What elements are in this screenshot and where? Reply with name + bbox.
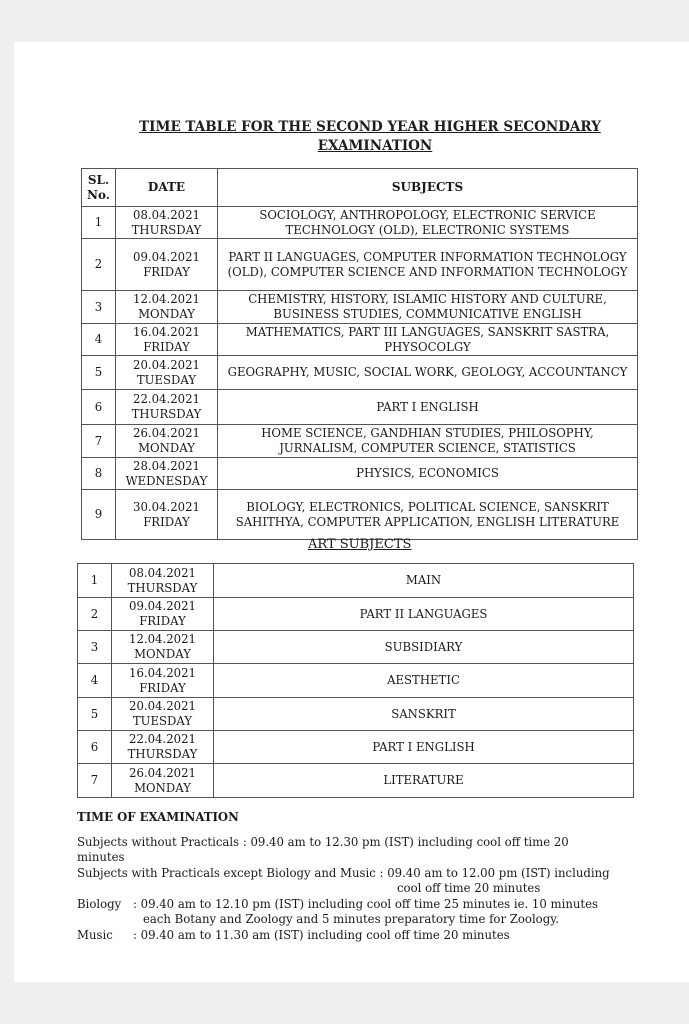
date-text: 16.04.2021 <box>129 665 196 680</box>
date-text: 08.04.2021 <box>133 207 200 222</box>
table-row <box>82 490 638 540</box>
sl-cell: 1 <box>82 207 116 239</box>
subjects-header: SUBJECTS <box>218 169 638 207</box>
date-header: DATE <box>116 169 218 207</box>
date-text: 12.04.2021 <box>133 292 200 306</box>
subjects-cell: SOCIOLOGY, ANTHROPOLOGY, ELECTRONIC SERVICE TECHNOLOGY (OLD), ELECTRONIC SYSTEMS <box>218 207 638 239</box>
subjects-cell: PART I ENGLISH <box>218 390 638 425</box>
date-cell <box>116 390 218 425</box>
day-text: MONDAY <box>134 780 191 795</box>
sl-cell: 4 <box>82 324 116 356</box>
title-line-1: TIME TABLE FOR THE SECOND YEAR HIGHER SECONDARY <box>139 119 601 135</box>
sl-cell: 7 <box>82 425 116 458</box>
date-text: 12.04.2021 <box>129 632 196 646</box>
date-cell <box>112 764 214 798</box>
subjects-cell: PHYSICS, ECONOMICS <box>218 458 638 490</box>
date-text: 28.04.2021 <box>133 458 200 473</box>
sl-cell: 7 <box>78 764 112 798</box>
day-text: WEDNESDAY <box>125 473 208 488</box>
table-row <box>78 698 634 731</box>
table-row <box>82 458 638 490</box>
day-text: FRIDAY <box>139 680 186 695</box>
main-timetable <box>81 168 638 540</box>
table-row <box>78 764 634 798</box>
subjects-cell: BIOLOGY, ELECTRONICS, POLITICAL SCIENCE, SANSKRIT SAHITHYA, COMPUTER APPLICATION, ENGLISH LITERATURE <box>218 490 638 540</box>
without-practicals-line: Subjects without Practicals : 09.40 am to 12.30 pm (IST) including cool off time 20 <box>77 834 569 849</box>
sl-cell: 3 <box>82 291 116 324</box>
subjects-cell: LITERATURE <box>214 764 634 798</box>
art-subjects-title: ART SUBJECTS <box>308 537 412 552</box>
date-cell <box>112 631 214 664</box>
biology-label: Biology <box>77 896 122 911</box>
date-cell <box>116 291 218 324</box>
music-line <box>77 928 637 944</box>
time-heading: TIME OF EXAMINATION <box>77 810 239 824</box>
sl-cell: 2 <box>82 239 116 291</box>
biology-line <box>77 897 637 913</box>
date-cell <box>116 239 218 291</box>
table-row <box>82 291 638 324</box>
time-of-examination <box>77 810 637 943</box>
subjects-cell: SANSKRIT <box>214 698 634 731</box>
table-row <box>82 390 638 425</box>
date-cell <box>116 458 218 490</box>
sl-cell: 8 <box>82 458 116 490</box>
subjects-cell: AESTHETIC <box>214 664 634 698</box>
day-text: THURSDAY <box>127 580 198 595</box>
date-cell <box>112 564 214 598</box>
day-text: FRIDAY <box>143 264 190 279</box>
date-text: 16.04.2021 <box>133 324 200 339</box>
date-cell <box>116 324 218 356</box>
subjects-cell: PART II LANGUAGES <box>214 598 634 631</box>
table-row <box>78 564 634 598</box>
subjects-cell: MATHEMATICS, PART III LANGUAGES, SANSKRIT SASTRA, PHYSOCOLGY <box>218 324 638 356</box>
table-row <box>78 664 634 698</box>
with-practicals-line-cont: cool off time 20 minutes <box>397 881 541 895</box>
day-text: THURSDAY <box>131 222 202 237</box>
date-cell <box>116 356 218 390</box>
title-line-2: EXAMINATION <box>317 138 433 154</box>
subjects-cell: HOME SCIENCE, GANDHIAN STUDIES, PHILOSOPHY, JURNALISM, COMPUTER SCIENCE, STATISTICS <box>218 425 638 458</box>
sl-cell: 5 <box>78 698 112 731</box>
subjects-cell: CHEMISTRY, HISTORY, ISLAMIC HISTORY AND CULTURE, BUSINESS STUDIES, COMMUNICATIVE ENGLISH <box>218 291 638 324</box>
date-cell <box>112 698 214 731</box>
table-row <box>82 324 638 356</box>
sl-cell: 1 <box>78 564 112 598</box>
table-row <box>82 239 638 291</box>
biology-line-cont: each Botany and Zoology and 5 minutes preparatory time for Zoology. <box>143 912 559 926</box>
art-timetable <box>77 563 634 798</box>
date-cell <box>112 731 214 764</box>
subjects-cell: MAIN <box>214 564 634 598</box>
sl-cell: 3 <box>78 631 112 664</box>
page-title <box>60 118 680 156</box>
day-text: MONDAY <box>138 441 195 455</box>
date-cell <box>116 425 218 458</box>
table-row <box>78 631 634 664</box>
sl-cell: 6 <box>82 390 116 425</box>
sl-cell: 6 <box>78 731 112 764</box>
subjects-cell: SUBSIDIARY <box>214 631 634 664</box>
sl-no-header <box>82 169 116 207</box>
sl-cell: 5 <box>82 356 116 390</box>
sl-cell: 9 <box>82 490 116 540</box>
biology-time: : 09.40 am to 12.10 pm (IST) including cool off time 25 minutes ie. 10 minutes <box>133 896 598 911</box>
no-header-text: No. <box>87 187 110 202</box>
table-header-row <box>82 169 638 207</box>
date-text: 26.04.2021 <box>129 765 196 780</box>
date-cell <box>112 664 214 698</box>
day-text: MONDAY <box>138 307 195 321</box>
day-text: TUESDAY <box>132 714 193 728</box>
date-text: 20.04.2021 <box>133 357 200 372</box>
day-text: FRIDAY <box>139 614 186 628</box>
date-cell <box>116 207 218 239</box>
date-text: 09.04.2021 <box>133 249 200 264</box>
date-cell <box>112 598 214 631</box>
music-label: Music <box>77 927 113 942</box>
table-row <box>78 731 634 764</box>
day-text: FRIDAY <box>143 514 190 529</box>
date-text: 26.04.2021 <box>133 426 200 440</box>
day-text: THURSDAY <box>127 747 198 761</box>
date-text: 08.04.2021 <box>129 565 196 580</box>
sl-header-text: SL. <box>87 172 110 187</box>
table-row <box>82 207 638 239</box>
day-text: FRIDAY <box>143 339 190 354</box>
table-row <box>78 598 634 631</box>
day-text: TUESDAY <box>136 372 197 387</box>
table-row <box>82 425 638 458</box>
date-text: 30.04.2021 <box>133 499 200 514</box>
music-time: : 09.40 am to 11.30 am (IST) including cool off time 20 minutes <box>133 927 510 942</box>
subjects-cell: PART I ENGLISH <box>214 731 634 764</box>
subjects-cell: PART II LANGUAGES, COMPUTER INFORMATION TECHNOLOGY (OLD), COMPUTER SCIENCE AND INFORMATION TECHNOLOGY <box>218 239 638 291</box>
day-text: MONDAY <box>134 647 191 661</box>
with-practicals-line: Subjects with Practicals except Biology and Music : 09.40 am to 12.00 pm (IST) including <box>77 865 610 880</box>
sl-cell: 2 <box>78 598 112 631</box>
date-text: 20.04.2021 <box>129 699 196 713</box>
subjects-cell: GEOGRAPHY, MUSIC, SOCIAL WORK, GEOLOGY, ACCOUNTANCY <box>218 356 638 390</box>
day-text: THURSDAY <box>131 407 202 421</box>
date-cell <box>116 490 218 540</box>
without-practicals-line-cont: minutes <box>77 850 125 864</box>
date-text: 22.04.2021 <box>129 732 196 746</box>
date-text: 09.04.2021 <box>129 599 196 613</box>
sl-cell: 4 <box>78 664 112 698</box>
table-row <box>82 356 638 390</box>
date-text: 22.04.2021 <box>133 392 200 406</box>
